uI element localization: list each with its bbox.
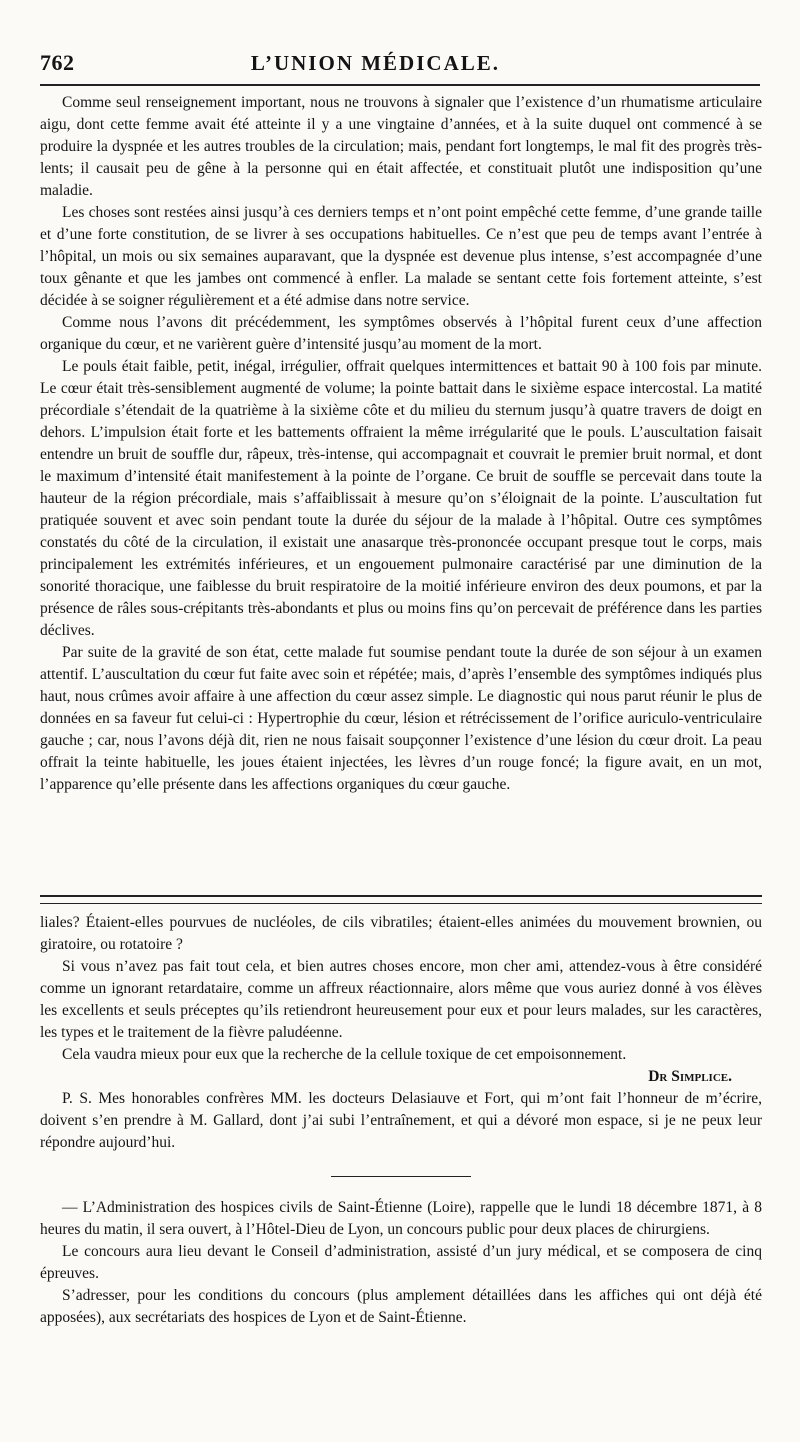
page-header: [40, 46, 760, 80]
paragraph: Le pouls était faible, petit, inégal, irrégulier, offrait quelques intermittences et battait 90 à 100 fois par minute. Le cœur était très-sensiblement augmenté de volume; la pointe battait dans le sixième espace intercostal. La matité précordiale s’étendait de la quatrième à la sixième côte et du milieu du sternum jusqu’à quatre travers de doigt en dehors. L’impulsion était forte et les battements offraient la même irrégularité que le pouls. L’auscultation faisait entendre un bruit de souffle dur, râpeux, très-intense, qui accompagnait et couvrait le premier bruit normal, et dont le maximum d’intensité était manifestement à la pointe de l’organe. Ce bruit de souffle se percevait dans toute la hauteur de la région précordiale, mais s’affaiblissait à mesure qu’on s’éloignait de la pointe. L’auscultation fut pratiquée souvent et avec soin pendant toute la durée du séjour de la malade à l’hôpital. Outre ces symptômes constatés du côté de la circulation, il existait une anasarque très-prononcée occupant presque tout le corps, mais principalement les extrémités inférieures, et un engouement pulmonaire caractérisé par une diminution de la sonorité thoracique, une faiblesse du bruit respiratoire de la moitié inférieure environ des deux poumons, et par la présence de râles sous-crépitants très-abondants et plus ou moins fins qu’on percevait de préférence dans les parties déclives.: [40, 358, 762, 639]
paragraph: Si vous n’avez pas fait tout cela, et bien autres choses encore, mon cher ami, attendez-vous à être considéré comme un ignorant retardataire, comme un affreux réactionnaire, alors même que vous auriez donné à vos élèves les excellents et seuls préceptes qu’ils retiendront heureusement pour eux et pour leurs malades, sur les caractères, les types et le traitement de la fièvre paludéenne.: [40, 958, 762, 1041]
notice-divider: [331, 1176, 471, 1177]
paragraph: Comme nous l’avons dit précédemment, les symptômes observés à l’hôpital furent ceux d’une affection organique du cœur, et ne varièrent guère d’intensité jusqu’au moment de la mort.: [40, 314, 762, 353]
notice-paragraph: Le concours aura lieu devant le Conseil d’administration, assisté d’un jury médical, et se composera de cinq épreuves.: [40, 1243, 762, 1282]
postscript: P. S. Mes honorables confrères MM. les docteurs Delasiauve et Fort, qui m’ont fait l’honneur de m’écrire, doivent s’en prendre à M. Gallard, dont j’ai subi l’entraînement, et qui a dévoré mon espace, si je ne peux leur répondre aujourd’hui.: [40, 1090, 762, 1151]
paragraph: Cela vaudra mieux pour eux que la recherche de la cellule toxique de cet empoisonnement.: [62, 1046, 627, 1063]
notice-paragraph: S’adresser, pour les conditions du concours (plus amplement détaillées dans les affiches qui ont déjà été apposées), aux secrétariats des hospices de Lyon et de Saint-Étienne.: [40, 1287, 762, 1326]
feuilleton-body: [40, 912, 762, 1329]
continuation-text: liales? Étaient-elles pourvues de nucléoles, de cils vibratiles; étaient-elles animées du mouvement brownien, ou giratoire, ou rotatoire ?: [40, 914, 762, 953]
author-signature: Dr Simplice.: [648, 1068, 732, 1085]
page-number: 762: [40, 50, 75, 75]
paragraph: Comme seul renseignement important, nous ne trouvons à signaler que l’existence d’un rhumatisme articulaire aigu, dont cette femme avait été atteinte il y a une vingtaine d’années, et à la suite duquel ont commencé à se produire la dyspnée et les autres troubles de la circulation; mais, pendant fort longtemps, le mal fit des progrès très-lents; il causait peu de gêne à la personne qui en était affectée, et constituait plutôt une indisposition qu’une maladie.: [40, 94, 762, 199]
running-title: L’UNION MÉDICALE.: [250, 50, 500, 75]
header-rule: [40, 84, 760, 86]
article-body: [40, 92, 762, 796]
paragraph: Les choses sont restées ainsi jusqu’à ces derniers temps et n’ont point empêché cette femme, d’une grande taille et d’une forte constitution, de se livrer à ses occupations habituelles. Ce n’est que peu de temps avant l’entrée à l’hôpital, un mois ou six semaines auparavant, que la dyspnée est devenue plus intense, s’est accompagnée d’une toux gênante et que les jambes ont commencé à enfler. La malade se sentant cette fois fortement atteinte, s’est décidée à se soigner régulièrement et a été admise dans notre service.: [40, 204, 762, 309]
paragraph: Par suite de la gravité de son état, cette malade fut soumise pendant toute la durée de son séjour à un examen attentif. L’auscultation du cœur fut faite avec soin et répétée; mais, d’après l’ensemble des symptômes indiqués plus haut, nous crûmes avoir affaire à une affection du cœur assez simple. Le diagnostic qui nous parut réunir le plus de données en sa faveur fut celui-ci : Hypertrophie du cœur, lésion et rétrécissement de l’orifice auriculo-ventriculaire gauche ; car, nous l’avons déjà dit, rien ne nous faisait soupçonner l’existence d’une lésion du cœur droit. La peau offrait la teinte habituelle, les joues étaient injectées, les lèvres d’un rouge foncé; la figure avait, en un mot, l’apparence qu’elle présente dans les affections organiques du cœur gauche.: [40, 644, 762, 793]
section-divider: [40, 895, 762, 904]
notice-paragraph: — L’Administration des hospices civils de Saint-Étienne (Loire), rappelle que le lundi 18 décembre 1871, à 8 heures du matin, il sera ouvert, à l’Hôtel-Dieu de Lyon, un concours public pour deux places de chirurgiens.: [40, 1199, 762, 1238]
